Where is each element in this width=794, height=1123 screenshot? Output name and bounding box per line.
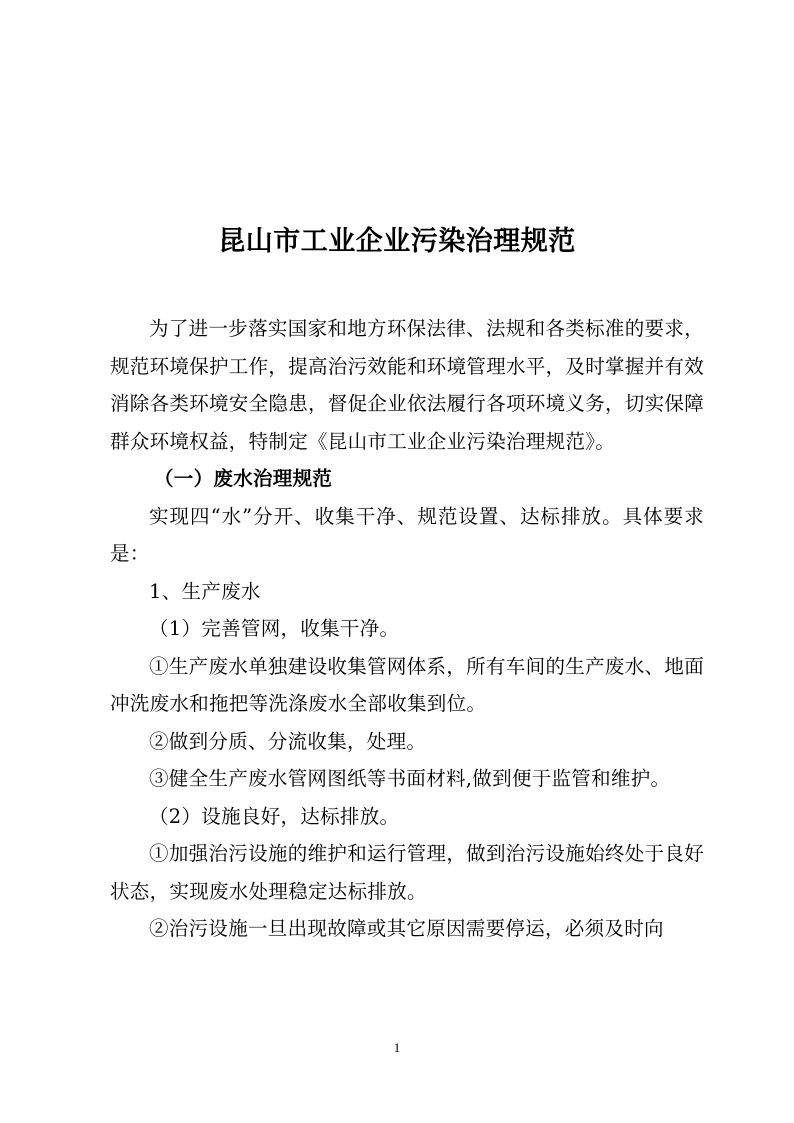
list-item-5: ②治污设施一旦出现故障或其它原因需要停运，必须及时向 — [149, 917, 664, 940]
item-heading-facilities: （2）设施良好，达标排放。 — [149, 804, 400, 828]
list-item-4: ①加强治污设施的维护和运行管理，做到治污设施始终处于良好状态，实现废水处理稳定达标排放。 — [110, 842, 704, 903]
document-title: 昆山市工业企业污染治理规范 — [218, 226, 576, 257]
list-item-3: ③健全生产废水管网图纸等书面材料,做到便于监管和维护。 — [149, 767, 671, 790]
intro-paragraph: 为了进一步落实国家和地方环保法律、法规和各类标准的要求，规范环境保护工作，提高治污效能和环境管理水平，及时掌握并有效消除各类环境安全隐患，督促企业依法履行各项环境义务，切实保障群众环境权益，特制定《昆山市工业企业污染治理规范》。 — [110, 317, 705, 453]
list-item-2: ②做到分质、分流收集，处理。 — [149, 729, 427, 753]
page-number: 1 — [393, 1040, 401, 1055]
document-body — [110, 310, 704, 948]
section-intro-paragraph: 实现四“水”分开、收集干净、规范设置、达标排放。具体要求是： — [110, 504, 704, 565]
item-heading-pipe-network: （1）完善管网，收集干净。 — [149, 617, 400, 640]
list-item-1: ①生产废水单独建设收集管网体系，所有车间的生产废水、地面冲洗废水和拖把等洗涤废水全部收集到位。 — [110, 654, 704, 715]
section-heading-wastewater: （一）废水治理规范 — [154, 467, 333, 490]
subsection-production-wastewater: 1、生产废水 — [149, 579, 261, 603]
